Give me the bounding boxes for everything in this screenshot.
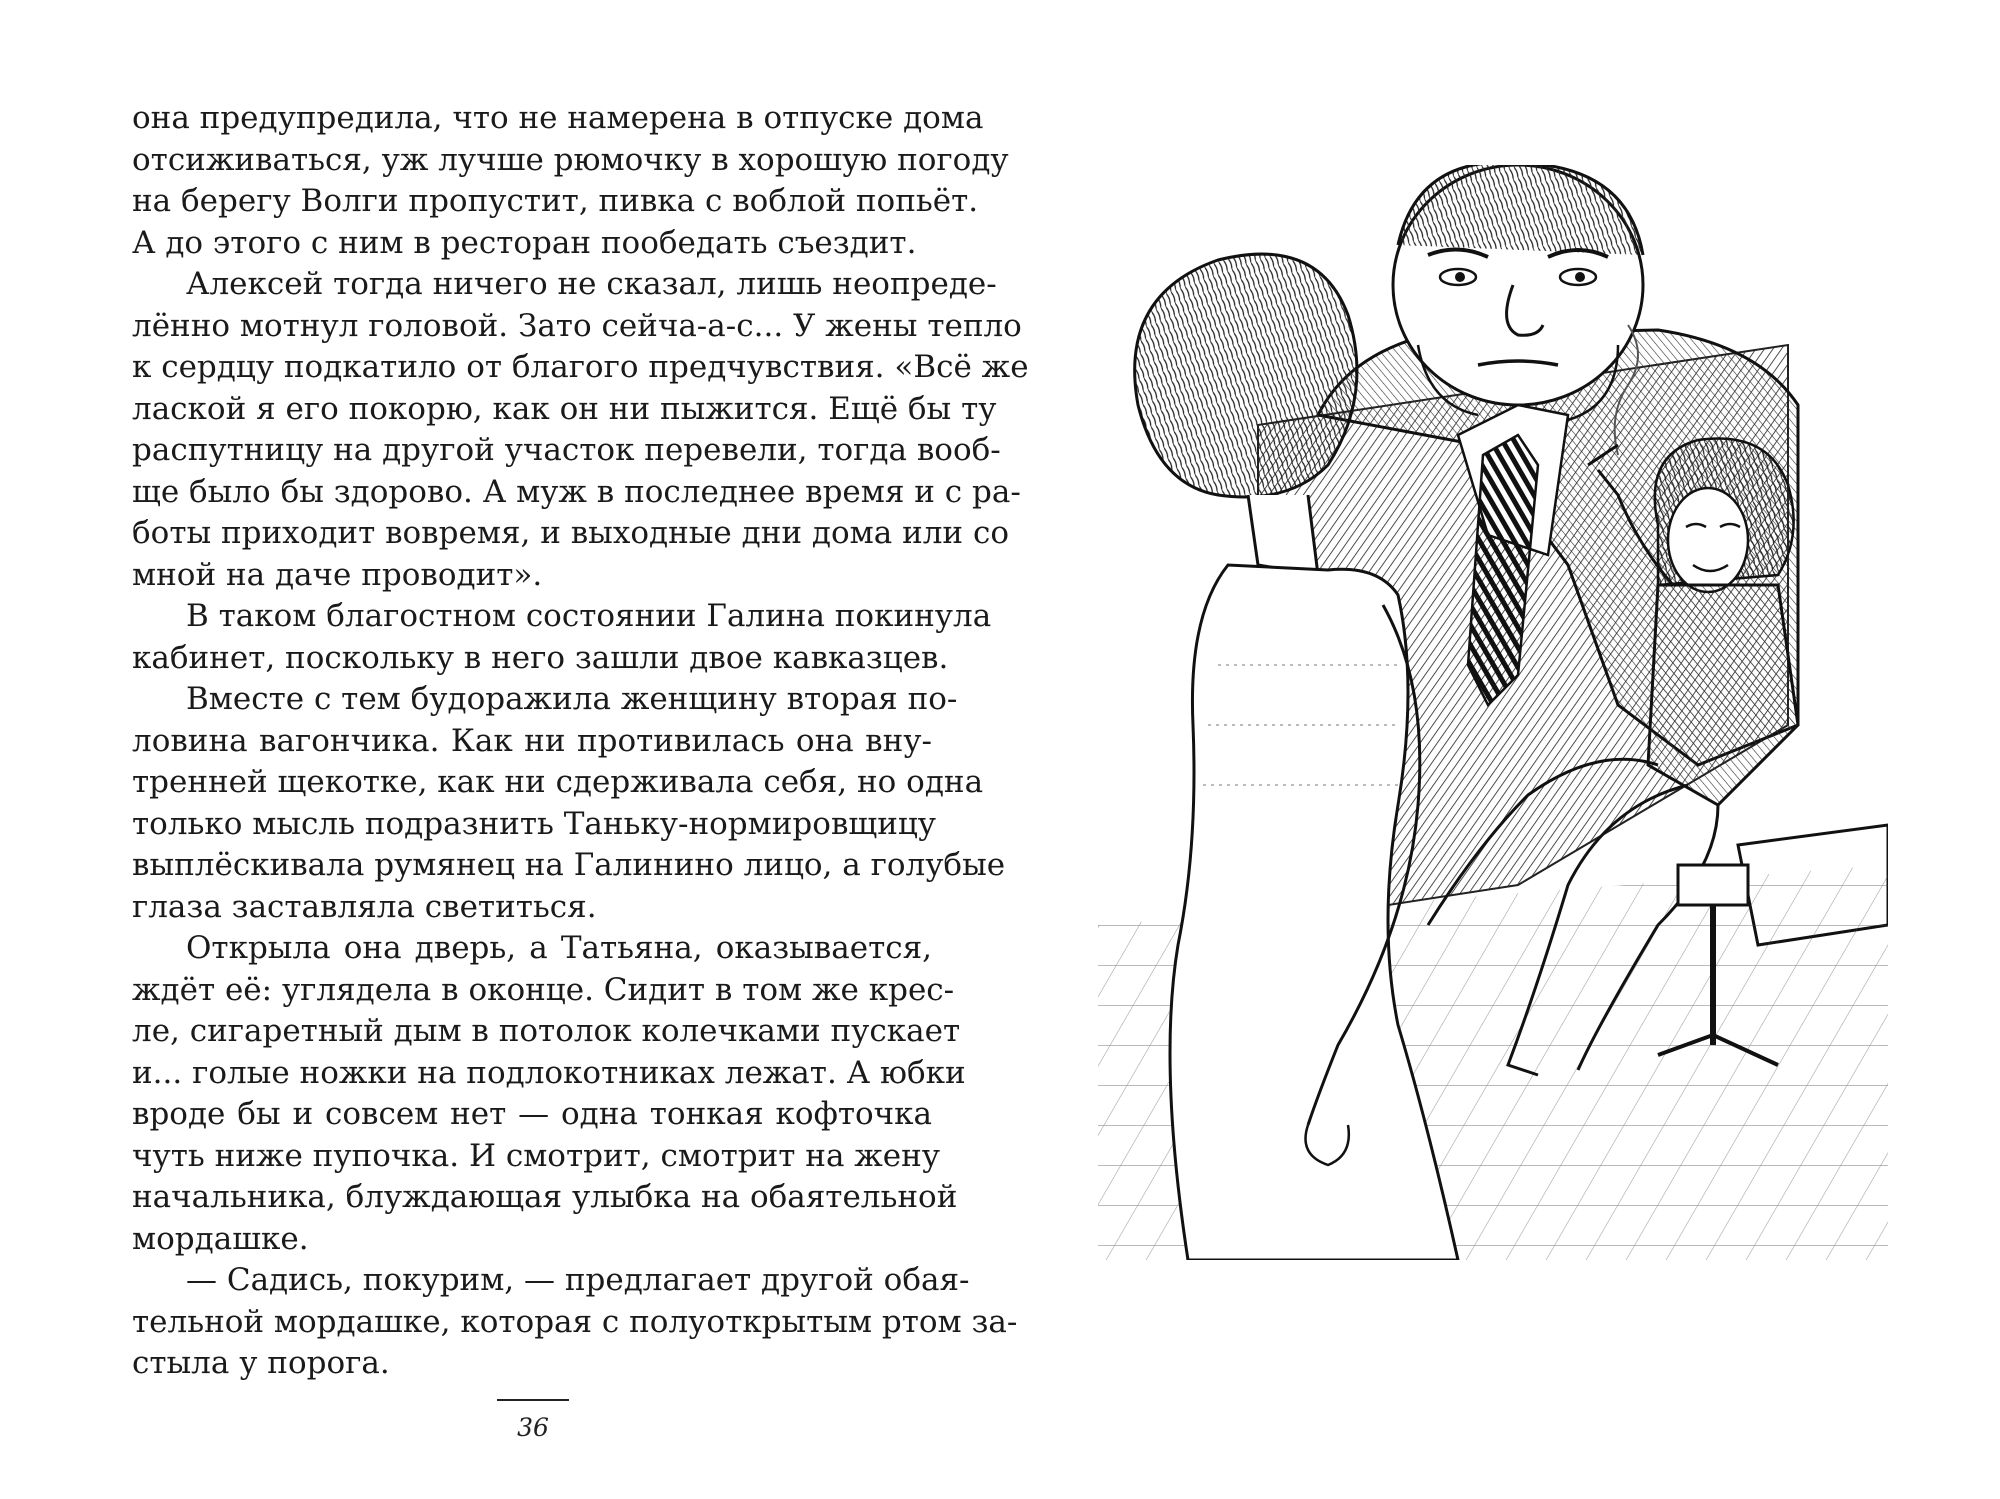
text-line: ще было бы здорово. А муж в последнее время и с ра-	[132, 473, 1021, 510]
text-line: ловина вагончика. Как ни противилась она вну-	[132, 722, 932, 759]
text-line: начальника, блуждающая улыбка на обаятельной	[132, 1179, 958, 1215]
text-line: мной на даче проводит».	[132, 556, 543, 593]
text-line: только мысль подразнить Таньку-нормировщицу	[132, 805, 937, 842]
text-line: к сердцу подкатило от благого предчувствия. «Всё же	[132, 349, 1029, 385]
folio-rule	[497, 1399, 569, 1401]
text-line: мордашке.	[132, 1220, 309, 1257]
text-line: В таком благостном состоянии Галина покинула	[186, 598, 992, 634]
text-line: стыла у порога.	[132, 1345, 390, 1381]
text-line: лаской я его покорю, как он ни пыжится. Ещё бы ту	[132, 390, 997, 427]
text-line: тельной мордашке, которая с полуоткрытым ртом за-	[132, 1303, 1018, 1340]
text-line: тренней щекотке, как ни сдерживала себя, но одна	[132, 764, 984, 800]
text-line: и... голые ножки на подлокотниках лежат. А юбки	[132, 1054, 966, 1091]
text-line: Вместе с тем будоражила женщину вторая по-	[186, 681, 958, 717]
text-line: чуть ниже пупочка. И смотрит, смотрит на жену	[132, 1137, 941, 1174]
text-line: ждёт её: углядела в оконце. Сидит в том же крес-	[132, 971, 955, 1008]
text-line: она предупредила, что не намерена в отпуске дома	[132, 100, 984, 136]
body-text	[132, 98, 1029, 1385]
illustration-drawing	[1098, 165, 1888, 1260]
text-line: отсиживаться, уж лучше рюмочку в хорошую погоду	[132, 141, 1009, 178]
text-line: ле, сигаретный дым в потолок колечками пускает	[132, 1013, 961, 1049]
text-line: на берегу Волги пропустит, пивка с воблой попьёт.	[132, 183, 979, 219]
text-line: — Садись, покурим, — предлагает другой обая-	[186, 1262, 970, 1298]
text-line: Открыла она дверь, а Татьяна, оказывается,	[186, 930, 932, 966]
page-number: 36	[517, 1413, 549, 1442]
text-line: распутницу на другой участок перевели, тогда вооб-	[132, 432, 1001, 468]
text-line: боты приходит вовремя, и выходные дни дома или со	[132, 515, 1009, 551]
text-line: кабинет, поскольку в него зашли двое кавказцев.	[132, 639, 949, 676]
text-line: вроде бы и совсем нет — одна тонкая кофточка	[132, 1096, 932, 1132]
text-line: глаза заставляла светиться.	[132, 888, 597, 925]
text-line: А до этого с ним в ресторан пообедать съездит.	[132, 224, 917, 261]
text-line: выплёскивала румянец на Галинино лицо, а голубые	[132, 847, 1006, 883]
text-line: лённо мотнул головой. Зато сейча-а-с... У жены тепло	[132, 307, 1022, 344]
text-line: Алексей тогда ничего не сказал, лишь неопреде-	[186, 266, 997, 302]
